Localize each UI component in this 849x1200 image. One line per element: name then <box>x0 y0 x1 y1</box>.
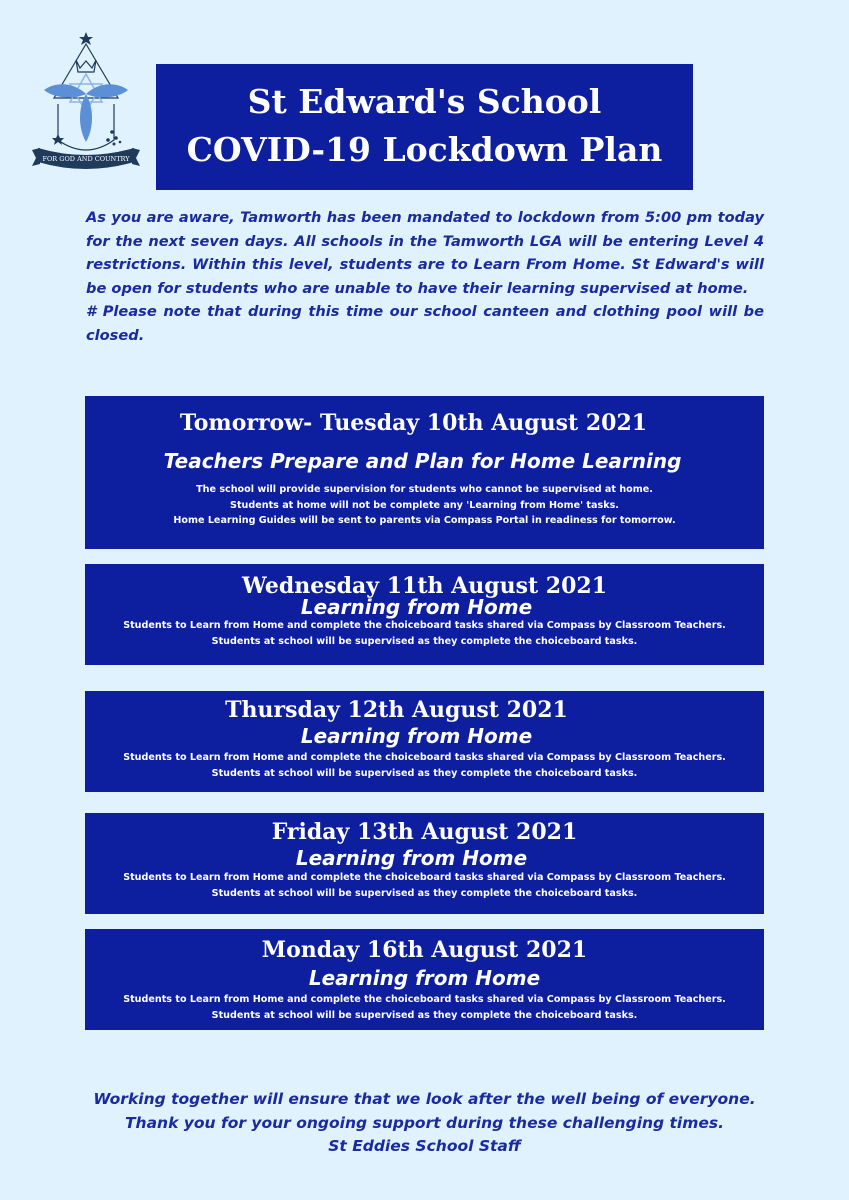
day-line: Home Learning Guides will be sent to parents via Compass Portal in readiness for tomorrow. <box>173 515 676 526</box>
day-title: Wednesday 11th August 2021 <box>241 573 608 599</box>
closing-line-1: Working together will ensure that we look after the well being of everyone. <box>93 1090 756 1108</box>
day-line: Students at school will be supervised as they complete the choiceboard tasks. <box>211 767 638 779</box>
closing-message <box>0 1088 849 1159</box>
intro-paragraph: As you are aware, Tamworth has been mandated to lockdown from 5:00 pm today for the next seven days. All schools in the Tamworth LGA will be entering Level 4 restrictions. Within this level, students are to Learn From Home. St Edward's will be open for students who are unable to have their learning supervised at home. <box>86 209 764 297</box>
day-line: Students to Learn from Home and complete the choiceboard tasks shared via Compass by Classroom Teachers. <box>123 994 726 1005</box>
day-line: Students at school will be supervised as they complete the choiceboard tasks. <box>211 887 638 899</box>
intro-note: # Please note that during this time our school canteen and clothing pool will be closed. <box>86 303 764 344</box>
day-subtitle: Teachers Prepare and Plan for Home Learning <box>163 449 682 473</box>
day-subtitle: Learning from Home <box>300 724 533 748</box>
day-title: Friday 13th August 2021 <box>271 819 578 845</box>
svg-text:FOR GOD AND COUNTRY: FOR GOD AND COUNTRY <box>42 155 130 163</box>
day-title: Thursday 12th August 2021 <box>225 697 568 723</box>
day-line: Students at school will be supervised as they complete the choiceboard tasks. <box>211 1009 638 1021</box>
closing-signature: St Eddies School Staff <box>328 1137 521 1155</box>
day-card-friday <box>85 813 764 914</box>
day-card-monday <box>85 929 764 1030</box>
day-line: Students to Learn from Home and complete the choiceboard tasks shared via Compass by Classroom Teachers. <box>123 620 726 631</box>
school-crest-logo <box>28 30 144 172</box>
title-line-1: St Edward's School <box>247 82 602 121</box>
title-line-2: COVID-19 Lockdown Plan <box>186 130 663 169</box>
intro-text <box>86 206 764 347</box>
day-line: Students to Learn from Home and complete the choiceboard tasks shared via Compass by Classroom Teachers. <box>123 872 726 883</box>
day-line: The school will provide supervision for students who cannot be supervised at home. <box>196 484 653 495</box>
day-line: Students at home will not be complete any 'Learning from Home' tasks. <box>230 499 619 511</box>
day-card-wednesday <box>85 564 764 665</box>
day-card-thursday <box>85 691 764 792</box>
day-title: Tomorrow- Tuesday 10th August 2021 <box>179 410 648 436</box>
day-subtitle: Learning from Home <box>308 966 541 990</box>
day-subtitle: Learning from Home <box>295 846 528 870</box>
day-subtitle: Learning from Home <box>300 595 533 619</box>
title-banner <box>156 64 693 190</box>
day-line: Students to Learn from Home and complete the choiceboard tasks shared via Compass by Classroom Teachers. <box>123 752 726 763</box>
day-line: Students at school will be supervised as they complete the choiceboard tasks. <box>211 635 638 647</box>
closing-line-2: Thank you for your ongoing support during these challenging times. <box>124 1113 725 1132</box>
day-title: Monday 16th August 2021 <box>261 937 588 963</box>
day-card-tuesday <box>85 396 764 549</box>
